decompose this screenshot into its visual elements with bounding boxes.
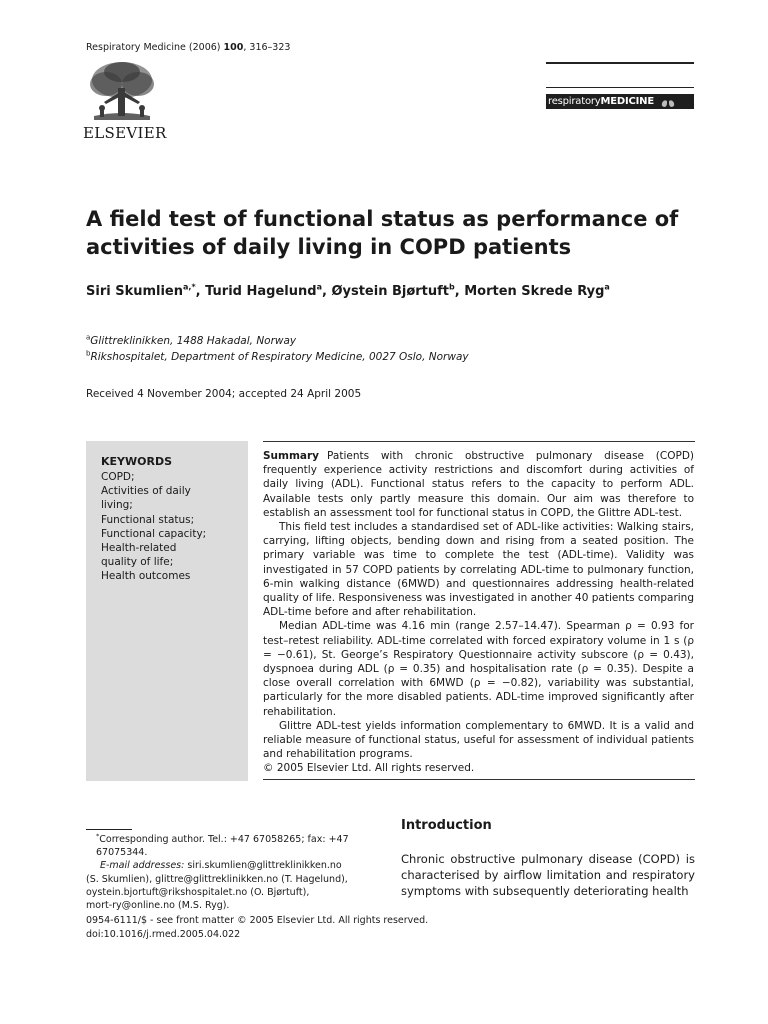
keyword-line: COPD; xyxy=(101,471,135,483)
summary-rule-top xyxy=(263,441,695,442)
doi-line[interactable]: doi:10.1016/j.rmed.2005.04.022 xyxy=(86,929,241,940)
keyword-line: Activities of daily xyxy=(101,485,191,498)
keywords-heading: KEYWORDS xyxy=(101,455,173,468)
affiliation-mark: b xyxy=(86,349,91,358)
footnote-line-5: mort-ry@online.no (M.S. Ryg). xyxy=(86,900,230,912)
author-name: Turid Hagelund xyxy=(205,284,317,299)
summary-paragraph-1 xyxy=(263,449,694,520)
masthead-part1: respiratory xyxy=(548,96,601,107)
footnote-line-3: (S. Skumlien), glittre@glittreklinikken.no (T. Hagelund), xyxy=(86,873,348,885)
summary-p1: Patients with chronic obstructive pulmonary disease (COPD) frequently experience activity restrictions and discomfort during activities of daily living (ADL). Functional status refers to the capacity to perform ADL. Available tests only partly measure this domain. Our aim was therefore to establish an assessment tool for functional status in COPD, the Glittre ADL-test. xyxy=(263,450,694,519)
received-dates: Received 4 November 2004; accepted 24 April 2005 xyxy=(86,388,362,400)
footnote-mark: * xyxy=(96,831,100,840)
footnote-line-1 xyxy=(86,833,386,859)
keyword-line: Health outcomes xyxy=(101,570,191,583)
author-name: Siri Skumlien xyxy=(86,284,184,299)
email-label: E-mail addresses: xyxy=(100,860,185,872)
journal-volume: 100 xyxy=(223,42,244,53)
introduction-text: Chronic obstructive pulmonary disease (COPD) is characterised by airflow limitation and respiratory symptoms with subsequently deteriorating health xyxy=(401,852,695,898)
masthead-rule-thick xyxy=(546,62,694,64)
summary-paragraph-3: Median ADL-time was 4.16 min (range 2.57–14.47). Spearman ρ = 0.93 for test–retest reliability. ADL-time correlated with forced expiratory volume in 1 s (ρ = −0.61), St. George’s Respiratory Questionnaire activity subscore (ρ = 0.43), dyspnoea during ADL (ρ = 0.35) and hospitalisation rate (ρ = 0.35). Despite a close overall correlation with 6MWD (ρ = −0.82), variability was substantial, particularly for the more disabled patients. ADL-time improved significantly after rehabilitation. xyxy=(263,620,694,718)
issn-line: 0954-6111/$ - see front matter © 2005 Elsevier Ltd. All rights reserved. xyxy=(86,915,429,926)
journal-masthead xyxy=(546,94,694,109)
author-name: Øystein Bjørtuft xyxy=(331,284,450,299)
affiliation-text: Glittreklinikken, 1488 Hakadal, Norway xyxy=(90,335,297,347)
affiliation-mark: a xyxy=(86,333,91,342)
journal-citation-text: Respiratory Medicine (2006) xyxy=(86,42,221,53)
footnote-corresponding: Corresponding author. Tel.: +47 67058265; fax: +47 67075344. xyxy=(96,834,349,859)
author-list: Siri Skumlien$^{a,*}$, Turid Hagelund$^a$, Øystein Bjørtuft$^b$, Morten Skrede Ryg$^a$ xyxy=(86,282,610,299)
footnote-line-4: oystein.bjortuft@rikshospitalet.no (O. Bjørtuft), xyxy=(86,886,310,898)
corresponding-author-footnote xyxy=(86,833,386,912)
author-mark: b xyxy=(449,282,455,292)
footnote-rule xyxy=(86,829,132,830)
masthead-rule-thin xyxy=(546,87,694,88)
journal-citation xyxy=(86,42,290,53)
article-title: A field test of functional status as performance of activities of daily living in COPD patients xyxy=(86,207,679,259)
author-mark: a xyxy=(604,282,610,292)
journal-pages: , 316–323 xyxy=(243,42,291,53)
author-mark: a xyxy=(316,282,322,292)
keyword-line: Functional status; xyxy=(101,513,195,526)
introduction-heading: Introduction xyxy=(401,818,492,833)
keyword-line: Health-related xyxy=(101,542,177,555)
affiliation-b xyxy=(86,351,469,363)
email-link[interactable]: siri.skumlien@glittreklinikken.no xyxy=(187,860,342,872)
affiliation-a xyxy=(86,335,296,347)
author-mark: a,* xyxy=(183,282,196,292)
summary-label: Summary xyxy=(263,450,320,462)
author-name: Morten Skrede Ryg xyxy=(464,284,605,299)
summary-abstract xyxy=(263,449,694,776)
publisher-name: ELSEVIER xyxy=(83,124,167,142)
keyword-line: quality of life; xyxy=(101,556,174,569)
keyword-line: Functional capacity; xyxy=(101,527,207,540)
summary-paragraph-2: This field test includes a standardised set of ADL-like activities: Walking stairs, carrying, lifting objects, bending down and rising from a seated position. The primary variable was time to complete the test (ADL-time). Validity was investigated in 57 COPD patients by correlating ADL-time to pulmonary function, 6-min walking distance (6MWD) and questionnaires addressing health-related quality of life. Responsiveness was investigated in another 40 patients comparing ADL-time before and after rehabilitation. xyxy=(263,521,694,619)
summary-rule-bottom xyxy=(263,779,695,780)
masthead-part2: MEDICINE xyxy=(600,96,654,107)
keyword-line: living; xyxy=(101,499,133,512)
summary-copyright: © 2005 Elsevier Ltd. All rights reserved. xyxy=(263,762,475,775)
lungs-icon xyxy=(660,96,676,108)
summary-paragraph-4: Glittre ADL-test yields information complementary to 6MWD. It is a valid and reliable measure of functional status, useful for assessment of individual patients and rehabilitation programs. xyxy=(263,719,694,761)
keywords-list xyxy=(101,470,241,584)
affiliation-text: Rikshospitalet, Department of Respiratory Medicine, 0027 Oslo, Norway xyxy=(90,351,469,363)
front-matter xyxy=(86,914,428,942)
footnote-line-2 xyxy=(86,859,386,872)
